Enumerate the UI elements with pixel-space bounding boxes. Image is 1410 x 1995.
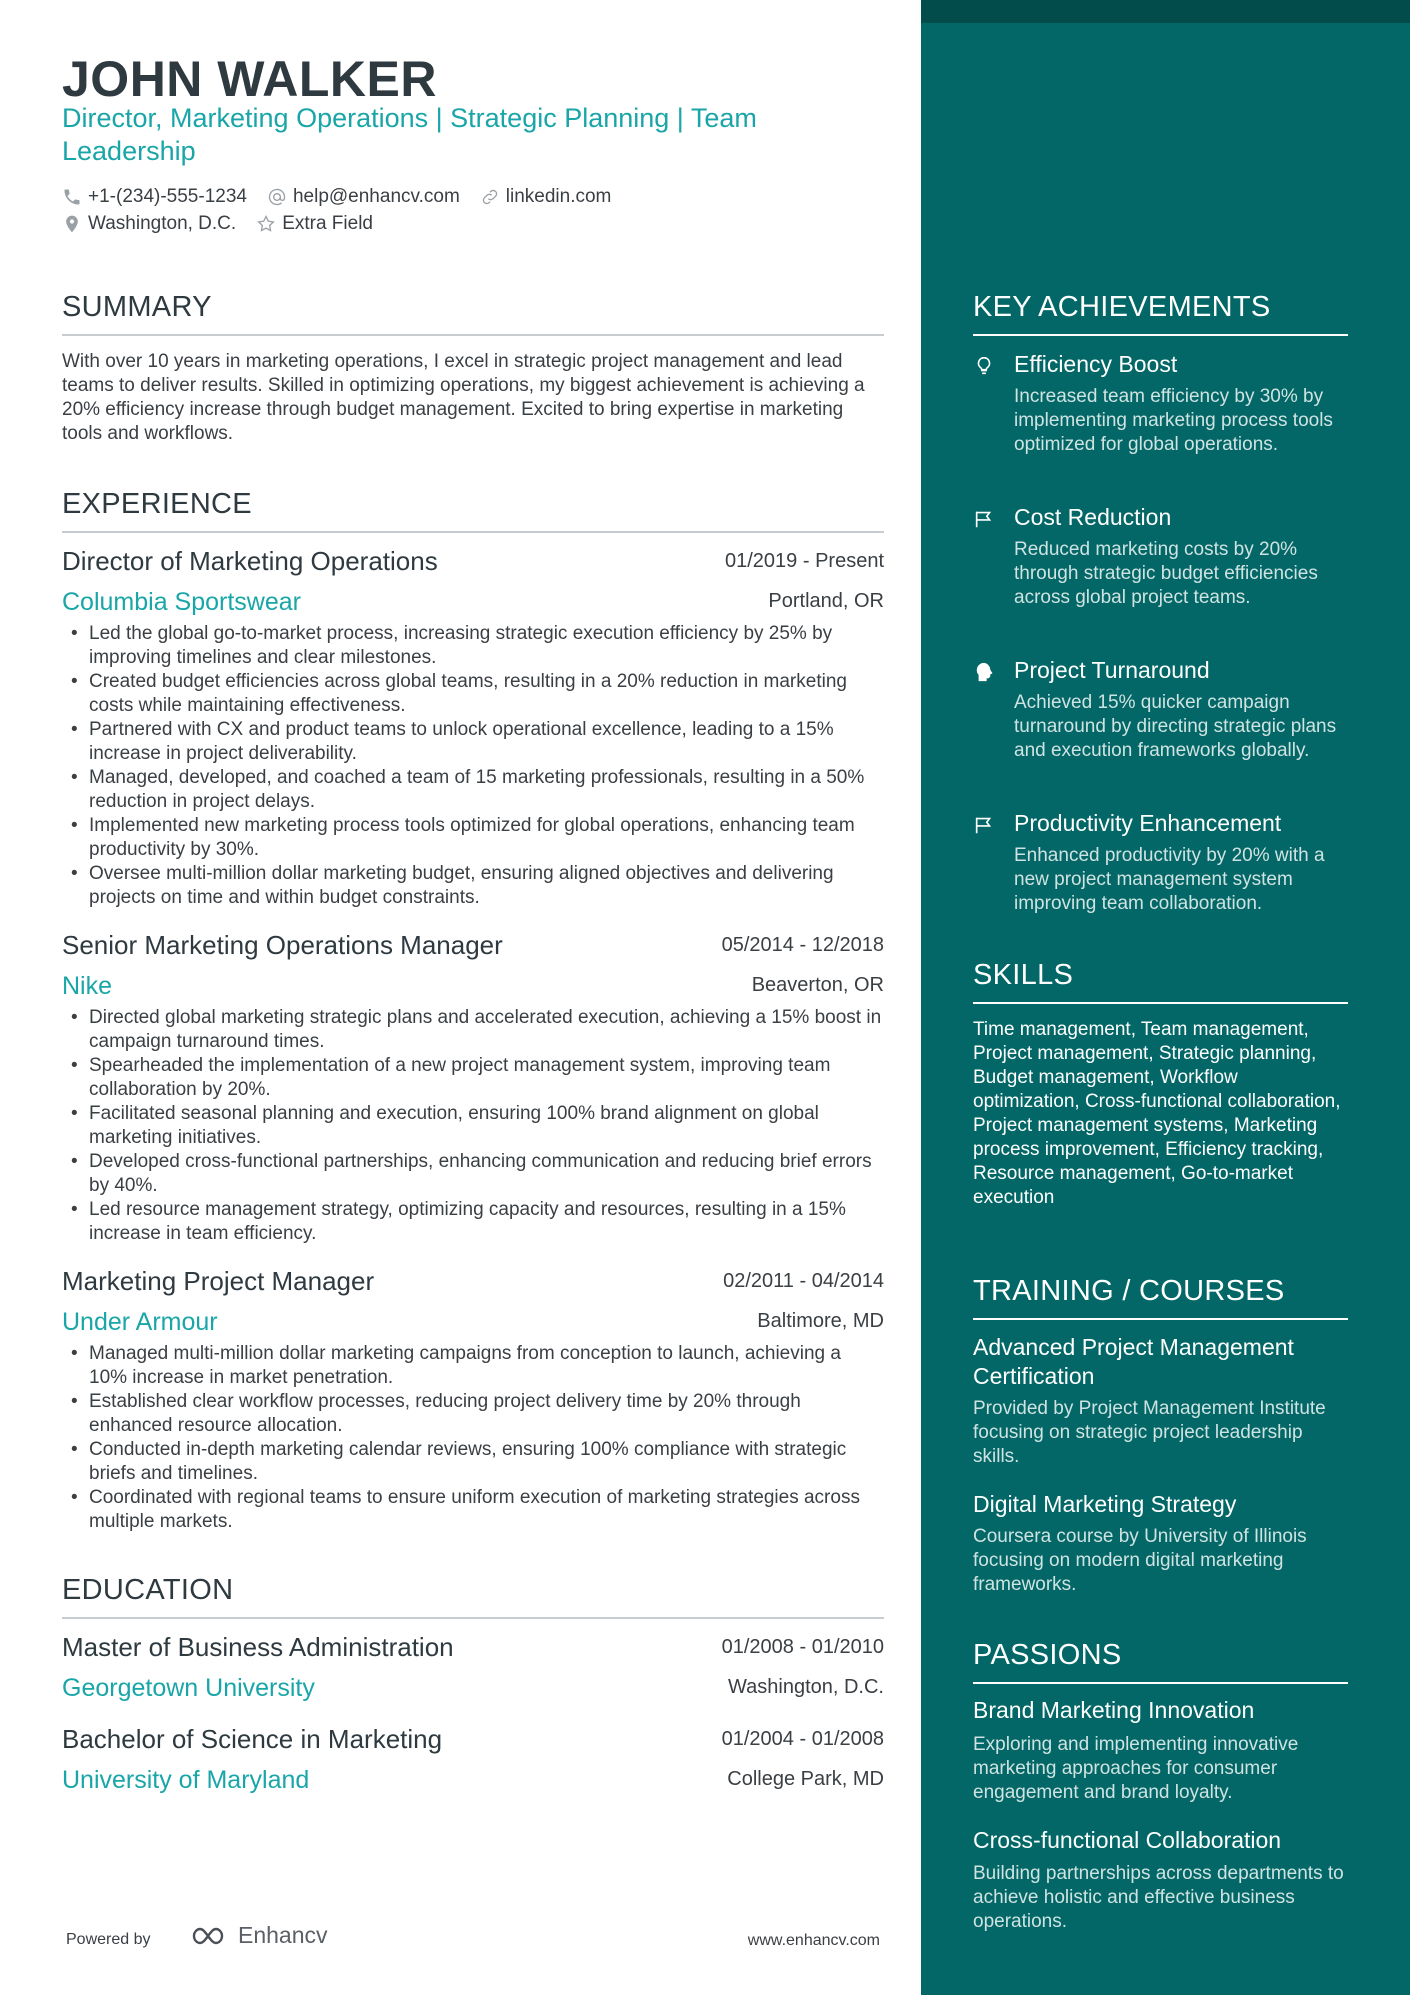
list-item: • Facilitated seasonal planning and execution, ensuring 100% brand alignment on global marketing initiatives.	[62, 1102, 884, 1150]
list-item: • Directed global marketing strategic plans and accelerated execution, achieving a 15% boost in campaign turnaround times.	[62, 1006, 884, 1054]
job-company: Nike	[62, 972, 113, 1000]
phone-icon	[62, 187, 82, 207]
passions-heading: PASSIONS	[973, 1639, 1348, 1684]
list-item: • Established clear workflow processes, reducing project delivery time by 20% through enhanced resource allocation.	[62, 1390, 884, 1438]
job-title: Senior Marketing Operations Manager	[62, 930, 503, 960]
job-company: Under Armour	[62, 1308, 218, 1336]
link-icon	[480, 187, 500, 207]
skills-heading: SKILLS	[973, 959, 1348, 1004]
job-location: Beaverton, OR	[751, 974, 884, 996]
school-location: Washington, D.C.	[728, 1676, 884, 1698]
list-item: • Implemented new marketing process tools optimized for global operations, enhancing team productivity by 30%.	[62, 814, 884, 862]
list-item: • Oversee multi-million dollar marketing budget, ensuring aligned objectives and delivering projects on time and within budget constraints.	[62, 862, 884, 910]
lightbulb-icon	[973, 355, 995, 377]
brain-icon	[973, 661, 995, 683]
experience-heading: EXPERIENCE	[62, 488, 884, 533]
sidebar-content	[973, 0, 1348, 1995]
contact-extra	[256, 213, 373, 235]
achievement-title: Productivity Enhancement	[1014, 810, 1282, 836]
list-item: • Coordinated with regional teams to ensure uniform execution of marketing strategies across multiple markets.	[62, 1486, 884, 1534]
list-item: • Created budget efficiencies across global teams, resulting in a 20% reduction in marketing costs while maintaining effectiveness.	[62, 670, 884, 718]
passion-title: Cross-functional Collaboration	[973, 1827, 1282, 1853]
job-bullets	[62, 1006, 884, 1246]
list-item: • Led resource management strategy, optimizing capacity and resources, resulting in a 15% increase in team efficiency.	[62, 1198, 884, 1246]
course-title: Advanced Project Management Certification	[973, 1334, 1294, 1389]
degree-title: Master of Business Administration	[62, 1632, 454, 1662]
contact-row-2	[62, 213, 373, 235]
list-item: • Managed, developed, and coached a team of 15 marketing professionals, resulting in a 50% reduction in project delays.	[62, 766, 884, 814]
star-icon	[256, 214, 276, 234]
contact-email[interactable]	[267, 186, 460, 208]
flag-icon	[973, 814, 995, 836]
achievements-heading: KEY ACHIEVEMENTS	[973, 291, 1348, 336]
list-item: • Managed multi-million dollar marketing campaigns from conception to launch, achieving a 10% increase in market penetration.	[62, 1342, 884, 1390]
headline: Director, Marketing Operations | Strategic Planning | Team Leadership	[62, 103, 757, 166]
training-heading: TRAINING / COURSES	[973, 1275, 1348, 1320]
job-bullets	[62, 1342, 884, 1534]
email-text: help@enhancv.com	[292, 186, 460, 207]
enhancv-logo-text: Enhancv	[238, 1922, 328, 1948]
flag-icon	[973, 508, 995, 530]
course-desc: Coursera course by University of Illinois focusing on modern digital marketing frameworks.	[973, 1526, 1307, 1595]
passion-desc: Exploring and implementing innovative marketing approaches for consumer engagement and brand loyalty.	[973, 1734, 1299, 1803]
school-name: Georgetown University	[62, 1674, 315, 1702]
list-item: • Developed cross-functional partnerships, enhancing communication and reducing brief errors by 40%.	[62, 1150, 884, 1198]
achievement-desc: Increased team efficiency by 30% by implementing marketing process tools optimized for global operations.	[1014, 386, 1333, 455]
education-heading: EDUCATION	[62, 1574, 884, 1619]
list-item: • Conducted in-depth marketing calendar reviews, ensuring 100% compliance with strategic briefs and timelines.	[62, 1438, 884, 1486]
contact-phone[interactable]	[62, 186, 247, 208]
list-item: • Spearheaded the implementation of a new project management system, improving team collaboration by 20%.	[62, 1054, 884, 1102]
at-icon	[267, 187, 287, 207]
job-location: Baltimore, MD	[757, 1310, 884, 1332]
enhancv-logo[interactable]	[184, 1922, 328, 1949]
sidebar	[921, 0, 1410, 1995]
linkedin-text: linkedin.com	[505, 186, 612, 207]
job-bullets	[62, 622, 884, 910]
phone-text: +1-(234)-555-1234	[88, 186, 247, 207]
job-location: Portland, OR	[768, 590, 884, 612]
enhancv-logo-icon	[184, 1923, 232, 1949]
extra-text: Extra Field	[282, 213, 373, 234]
achievement-title: Efficiency Boost	[1014, 351, 1178, 377]
achievement-title: Project Turnaround	[1014, 657, 1210, 683]
main-column	[62, 0, 884, 1995]
contact-location	[62, 213, 236, 235]
course-desc: Provided by Project Management Institute focusing on strategic project leadership skills.	[973, 1398, 1326, 1467]
course-title: Digital Marketing Strategy	[973, 1491, 1237, 1517]
job-dates: 02/2011 - 04/2014	[723, 1270, 884, 1292]
location-text: Washington, D.C.	[88, 213, 237, 234]
summary-text: With over 10 years in marketing operations, I excel in strategic project management and lead teams to deliver results. Skilled in optimizing operations, my biggest achievement is achieving a 20% efficiency increase through budget management. Excited to bring expertise in marketing tools and workflows.	[62, 351, 865, 444]
degree-title: Bachelor of Science in Marketing	[62, 1724, 443, 1754]
degree-dates: 01/2008 - 01/2010	[721, 1636, 884, 1658]
achievement-desc: Reduced marketing costs by 20% through strategic budget efficiencies across global project teams.	[1014, 539, 1318, 608]
job-dates: 05/2014 - 12/2018	[721, 934, 884, 956]
job-dates: 01/2019 - Present	[725, 550, 884, 572]
location-pin-icon	[62, 214, 82, 234]
summary-heading: SUMMARY	[62, 291, 884, 336]
contact-row-1	[62, 186, 611, 208]
list-item: • Led the global go-to-market process, increasing strategic execution efficiency by 25% by improving timelines and clear milestones.	[62, 622, 884, 670]
achievement-title: Cost Reduction	[1014, 504, 1172, 530]
job-company: Columbia Sportswear	[62, 588, 301, 616]
achievement-desc: Enhanced productivity by 20% with a new project management system improving team collaboration.	[1014, 845, 1325, 914]
passion-desc: Building partnerships across departments to achieve holistic and effective business operations.	[973, 1863, 1344, 1932]
job-title: Marketing Project Manager	[62, 1266, 375, 1296]
degree-dates: 01/2004 - 01/2008	[721, 1728, 884, 1750]
job-title: Director of Marketing Operations	[62, 546, 438, 576]
achievement-desc: Achieved 15% quicker campaign turnaround by directing strategic plans and execution frameworks globally.	[1014, 692, 1337, 761]
list-item: • Partnered with CX and product teams to unlock operational excellence, leading to a 15% increase in project deliverability.	[62, 718, 884, 766]
passion-title: Brand Marketing Innovation	[973, 1697, 1255, 1723]
footer-url[interactable]: www.enhancv.com	[747, 1932, 880, 1949]
candidate-name: JOHN WALKER	[62, 51, 437, 107]
school-location: College Park, MD	[727, 1768, 884, 1790]
skills-text: Time management, Team management, Project management, Strategic planning, Budget management, Workflow optimization, Cross-functional collaboration, Project management systems, Marketing process improvement, Efficiency tracking, Resource management, Go-to-market execution	[973, 1019, 1341, 1208]
powered-by-label: Powered by	[66, 1931, 151, 1948]
school-name: University of Maryland	[62, 1766, 310, 1794]
contact-linkedin[interactable]	[480, 186, 612, 208]
